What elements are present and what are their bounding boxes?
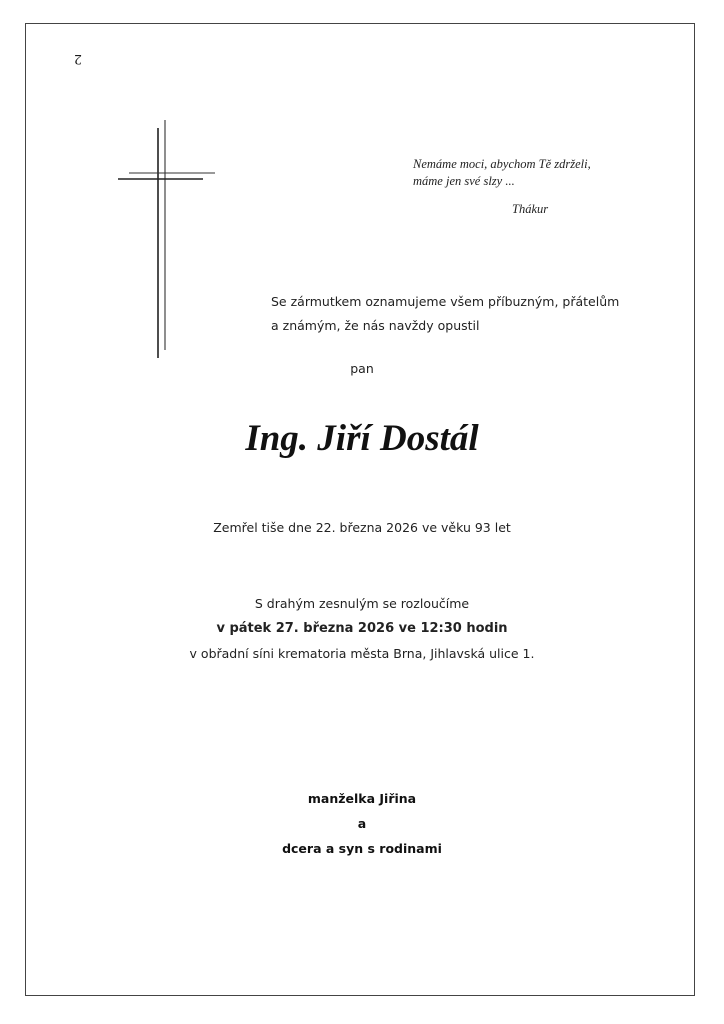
mourner-conjunction: a: [357, 816, 367, 831]
title-word: pan: [350, 361, 374, 376]
deceased-name: Ing. Jiří Dostál: [245, 418, 479, 459]
farewell-line-1: S drahým zesnulým se rozloučíme: [254, 596, 470, 611]
farewell-datetime: v pátek 27. března 2026 ve 12:30 hodin: [216, 621, 508, 636]
announcement: [271, 290, 619, 338]
quote-line-1: Nemáme moci, abychom Tě zdrželi,: [413, 157, 591, 171]
cross-icon: [115, 118, 220, 363]
farewell-info: [0, 591, 724, 666]
quote: [413, 156, 591, 190]
mourner-children: dcera a syn s rodinami: [282, 841, 442, 856]
page-number: 2: [74, 51, 82, 67]
quote-author: Thákur: [512, 202, 549, 216]
death-notice: Zemřel tiše dne 22. března 2026 ve věku 93 let: [213, 520, 511, 535]
announcement-line-2: a známým, že nás navždy opustil: [271, 318, 480, 333]
mourners: [0, 786, 724, 861]
quote-line-2: máme jen své slzy ...: [413, 174, 515, 188]
mourner-wife: manželka Jiřina: [307, 791, 417, 806]
announcement-line-1: Se zármutkem oznamujeme všem příbuzným, přátelům: [271, 294, 620, 309]
farewell-location: v obřadní síni krematoria města Brna, Jihlavská ulice 1.: [189, 646, 535, 661]
